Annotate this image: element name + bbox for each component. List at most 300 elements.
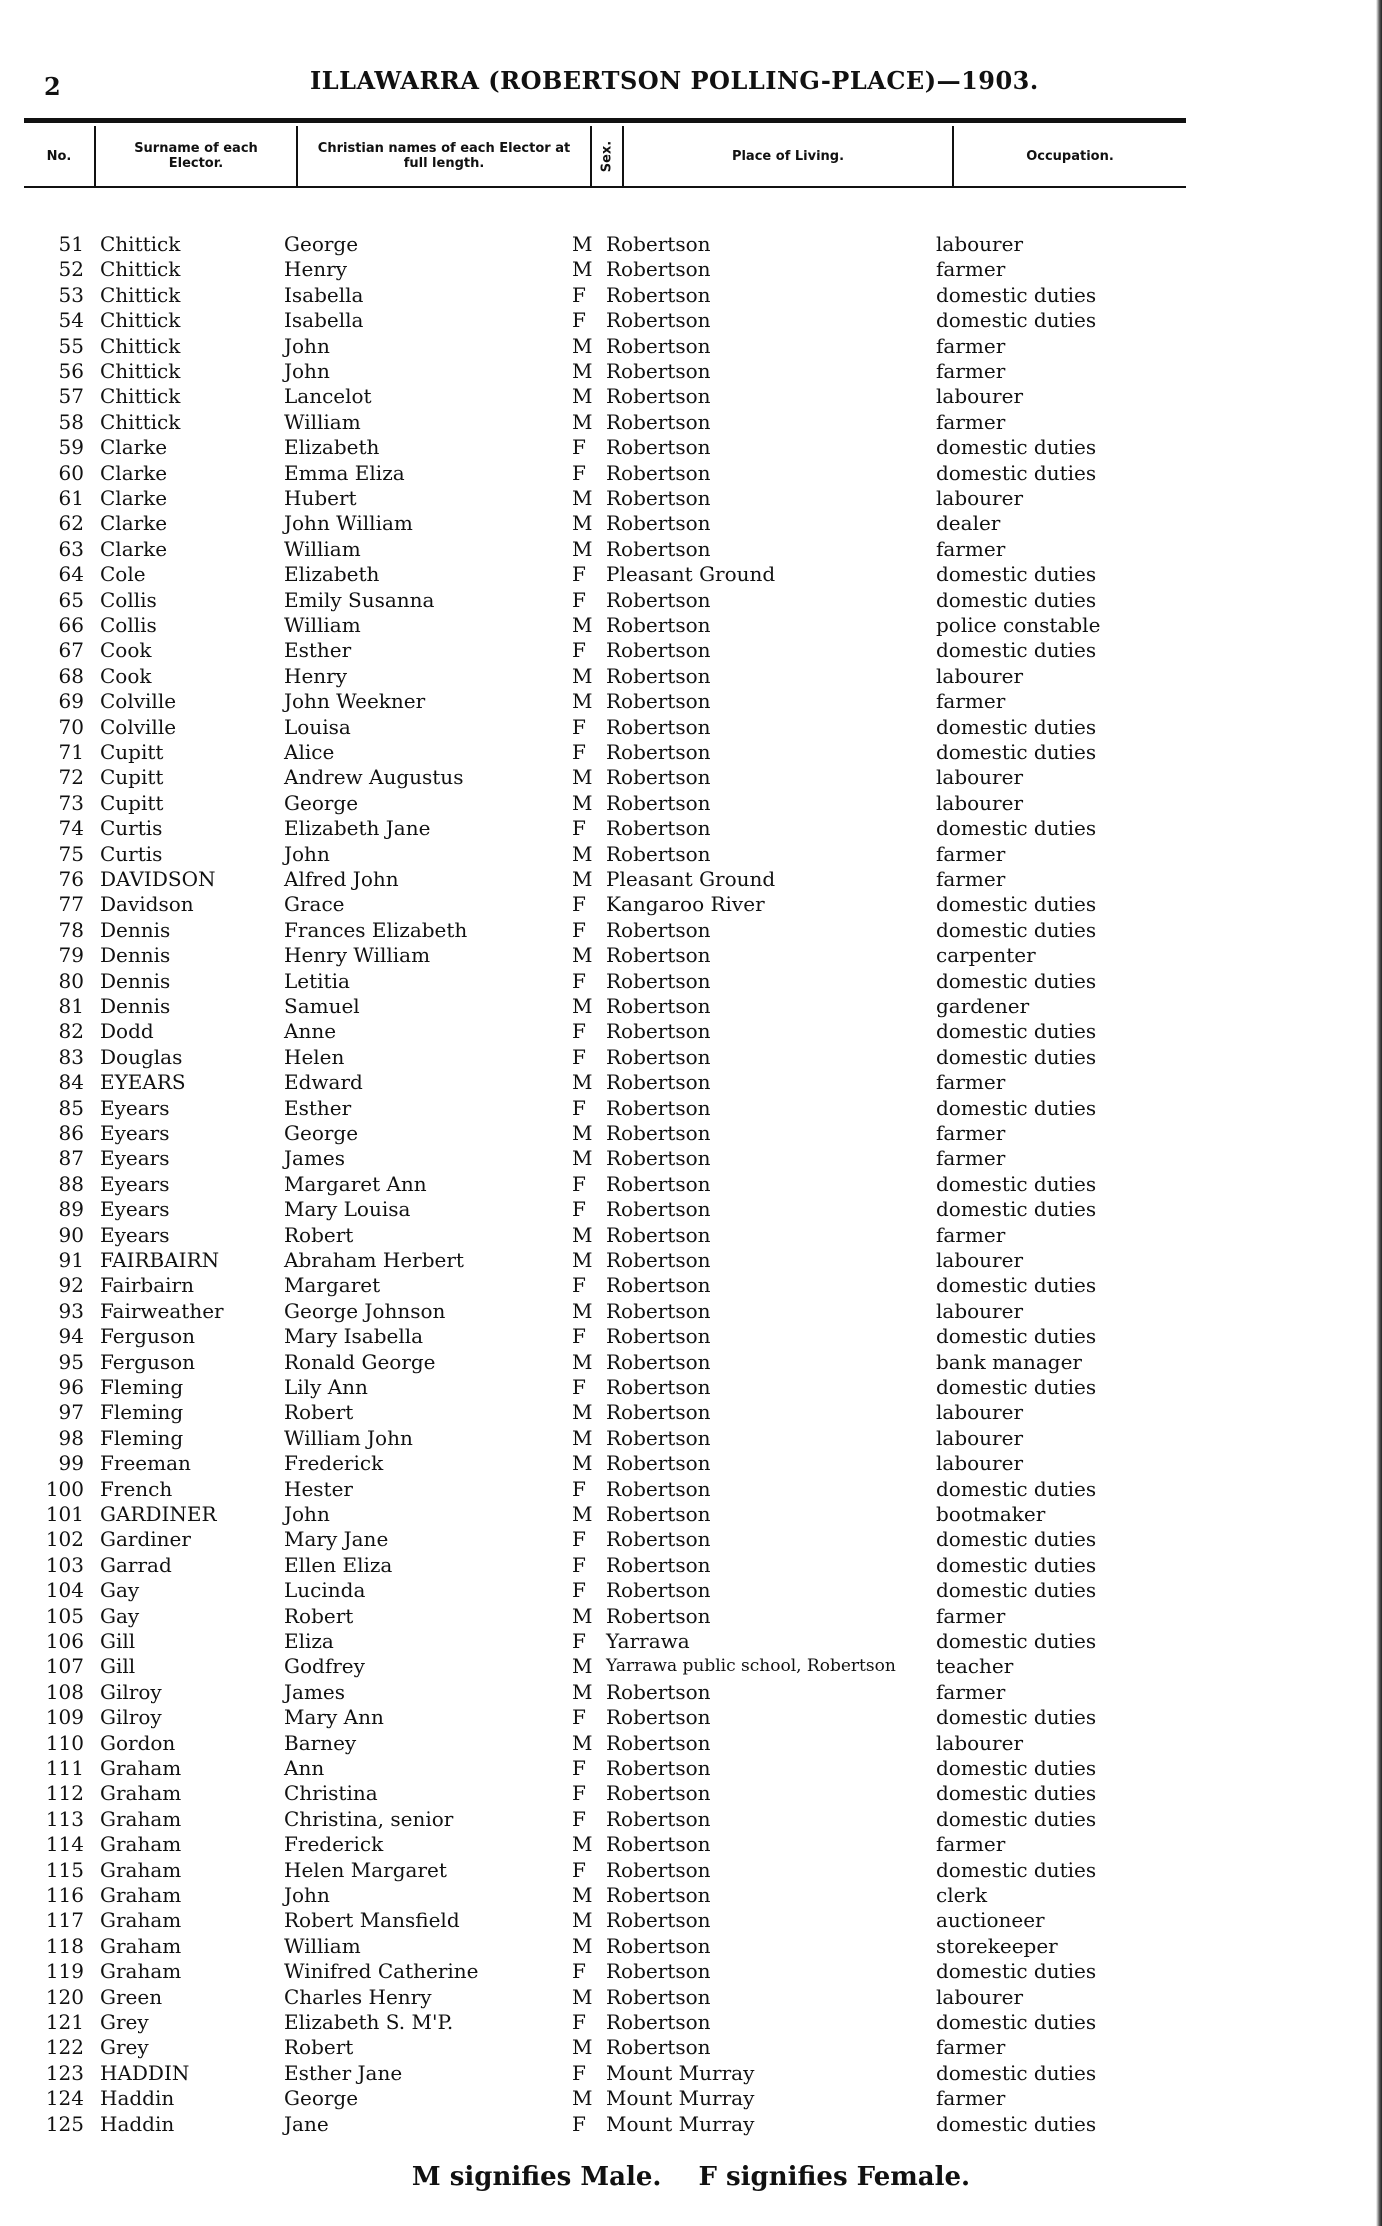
elector-occupation: domestic duties bbox=[936, 1806, 1097, 1831]
elector-number: 98 bbox=[58, 1425, 84, 1450]
elector-sex: F bbox=[572, 1044, 586, 1069]
elector-christian-names: Lancelot bbox=[284, 384, 372, 409]
elector-surname: Dodd bbox=[100, 1019, 154, 1044]
elector-sex: F bbox=[572, 2010, 586, 2034]
table-row bbox=[0, 994, 1382, 1019]
elector-surname: Gardiner bbox=[100, 1527, 191, 1552]
elector-christian-names: Louisa bbox=[284, 714, 351, 739]
elector-number: 103 bbox=[45, 1552, 84, 1577]
elector-place-of-living: Robertson bbox=[606, 257, 711, 282]
elector-christian-names: Edward bbox=[284, 1070, 363, 1095]
table-row bbox=[0, 689, 1382, 714]
elector-place-of-living: Mount Murray bbox=[606, 2060, 755, 2085]
table-row bbox=[0, 943, 1382, 968]
table-row bbox=[0, 1858, 1382, 1883]
elector-place-of-living: Robertson bbox=[606, 232, 711, 256]
elector-christian-names: Mary Isabella bbox=[284, 1324, 424, 1349]
table-row bbox=[0, 1350, 1382, 1375]
elector-occupation: domestic duties bbox=[936, 1273, 1097, 1298]
elector-place-of-living: Robertson bbox=[606, 1527, 711, 1552]
elector-surname: Dennis bbox=[100, 968, 171, 993]
table-row bbox=[0, 918, 1382, 943]
elector-occupation: farmer bbox=[936, 333, 1006, 358]
elector-christian-names: Alice bbox=[284, 740, 335, 764]
elector-surname: Cupitt bbox=[100, 740, 164, 764]
elector-place-of-living: Robertson bbox=[606, 765, 711, 790]
table-row bbox=[0, 1527, 1382, 1552]
table-row bbox=[0, 740, 1382, 765]
elector-place-of-living: Robertson bbox=[606, 1705, 711, 1730]
elector-number: 75 bbox=[58, 841, 84, 866]
elector-sex: M bbox=[572, 689, 593, 714]
elector-place-of-living: Robertson bbox=[606, 1171, 711, 1196]
elector-occupation: farmer bbox=[936, 359, 1006, 383]
elector-number: 118 bbox=[45, 1933, 84, 1958]
table-row bbox=[0, 664, 1382, 689]
table-row bbox=[0, 1248, 1382, 1273]
elector-surname: Green bbox=[100, 1984, 163, 2009]
elector-place-of-living: Pleasant Ground bbox=[606, 867, 776, 891]
elector-sex: M bbox=[572, 1832, 593, 1857]
elector-surname: Clarke bbox=[100, 536, 168, 561]
elector-sex: F bbox=[572, 816, 586, 841]
table-row bbox=[0, 588, 1382, 613]
elector-surname: Ferguson bbox=[100, 1324, 196, 1349]
elector-sex: F bbox=[572, 1705, 586, 1730]
elector-occupation: labourer bbox=[936, 384, 1024, 409]
elector-sex: M bbox=[572, 511, 593, 536]
elector-christian-names: John Weekner bbox=[284, 689, 426, 714]
column-header-surname: Surname of each Elector. bbox=[134, 141, 258, 171]
elector-christian-names: Esther bbox=[284, 638, 352, 663]
elector-number: 80 bbox=[58, 968, 84, 993]
elector-place-of-living: Robertson bbox=[606, 1095, 711, 1120]
elector-number: 84 bbox=[58, 1070, 84, 1095]
elector-christian-names: George bbox=[284, 790, 359, 815]
elector-occupation: carpenter bbox=[936, 943, 1036, 968]
elector-number: 104 bbox=[45, 1578, 84, 1603]
elector-number: 76 bbox=[58, 867, 84, 891]
elector-sex: F bbox=[572, 968, 586, 993]
elector-sex: M bbox=[572, 994, 593, 1018]
elector-place-of-living: Robertson bbox=[606, 2010, 711, 2034]
elector-number: 110 bbox=[45, 1730, 84, 1755]
elector-occupation: farmer bbox=[936, 1146, 1006, 1171]
elector-number: 114 bbox=[45, 1832, 84, 1857]
elector-christian-names: Andrew Augustus bbox=[284, 765, 464, 790]
elector-place-of-living: Robertson bbox=[606, 1349, 711, 1374]
elector-christian-names: William John bbox=[284, 1425, 413, 1450]
elector-occupation: auctioneer bbox=[936, 1908, 1045, 1933]
table-row bbox=[0, 562, 1382, 587]
elector-place-of-living: Robertson bbox=[606, 917, 711, 942]
elector-surname: Chittick bbox=[100, 409, 181, 434]
elector-surname: FAIRBAIRN bbox=[100, 1248, 220, 1272]
elector-place-of-living: Robertson bbox=[606, 1197, 711, 1222]
elector-surname: Freeman bbox=[100, 1451, 191, 1476]
elector-place-of-living: Robertson bbox=[606, 587, 711, 612]
elector-occupation: farmer bbox=[936, 536, 1006, 561]
elector-surname: Graham bbox=[100, 1756, 182, 1780]
elector-christian-names: William bbox=[284, 536, 361, 561]
elector-number: 55 bbox=[58, 333, 84, 358]
elector-sex: M bbox=[572, 536, 593, 561]
elector-occupation: labourer bbox=[936, 232, 1024, 256]
elector-occupation: domestic duties bbox=[936, 308, 1097, 333]
elector-place-of-living: Robertson bbox=[606, 714, 711, 739]
elector-surname: Graham bbox=[100, 1806, 182, 1831]
elector-sex: M bbox=[572, 943, 593, 968]
elector-number: 120 bbox=[45, 1984, 84, 2009]
elector-place-of-living: Robertson bbox=[606, 1603, 711, 1628]
elector-occupation: farmer bbox=[936, 867, 1006, 891]
elector-surname: HADDIN bbox=[100, 2060, 190, 2085]
elector-surname: Fleming bbox=[100, 1425, 184, 1450]
elector-sex: F bbox=[572, 2111, 586, 2136]
elector-number: 116 bbox=[45, 1883, 84, 1907]
elector-place-of-living: Robertson bbox=[606, 1908, 711, 1933]
table-row bbox=[0, 715, 1382, 740]
elector-number: 81 bbox=[58, 994, 84, 1018]
elector-christian-names: Abraham Herbert bbox=[284, 1248, 464, 1272]
elector-number: 100 bbox=[45, 1476, 84, 1501]
elector-christian-names: Robert bbox=[284, 1400, 354, 1425]
elector-surname: Cole bbox=[100, 562, 146, 587]
elector-christian-names: Isabella bbox=[284, 282, 364, 307]
elector-christian-names: Lily Ann bbox=[284, 1375, 368, 1399]
elector-number: 69 bbox=[58, 689, 84, 714]
elector-surname: Gilroy bbox=[100, 1679, 162, 1704]
table-row bbox=[0, 842, 1382, 867]
elector-number: 123 bbox=[45, 2060, 84, 2085]
elector-occupation: domestic duties bbox=[936, 460, 1097, 485]
elector-number: 71 bbox=[58, 740, 84, 764]
elector-surname: Eyears bbox=[100, 1121, 170, 1145]
table-row bbox=[0, 1578, 1382, 1603]
elector-christian-names: Elizabeth bbox=[284, 562, 380, 587]
elector-occupation: farmer bbox=[936, 1679, 1006, 1704]
elector-surname: Dennis bbox=[100, 994, 171, 1018]
elector-place-of-living: Yarrawa bbox=[606, 1629, 690, 1653]
elector-surname: Gill bbox=[100, 1654, 136, 1679]
footer-legend bbox=[0, 2162, 1382, 2192]
elector-occupation: police constable bbox=[936, 613, 1101, 637]
elector-occupation: domestic duties bbox=[936, 1756, 1097, 1780]
table-row bbox=[0, 791, 1382, 816]
elector-surname: Collis bbox=[100, 587, 157, 612]
elector-number: 66 bbox=[58, 613, 84, 637]
elector-number: 99 bbox=[58, 1451, 84, 1476]
elector-surname: Graham bbox=[100, 1781, 182, 1806]
elector-christian-names: Emily Susanna bbox=[284, 587, 435, 612]
elector-place-of-living: Robertson bbox=[606, 663, 711, 688]
elector-occupation: labourer bbox=[936, 1400, 1024, 1425]
elector-occupation: labourer bbox=[936, 790, 1024, 815]
elector-number: 88 bbox=[58, 1171, 84, 1196]
table-row bbox=[0, 1273, 1382, 1298]
elector-christian-names: William bbox=[284, 1933, 361, 1958]
elector-surname: Grey bbox=[100, 2035, 149, 2060]
elector-christian-names: Lucinda bbox=[284, 1578, 366, 1603]
table-row bbox=[0, 283, 1382, 308]
elector-occupation: farmer bbox=[936, 1121, 1006, 1145]
elector-number: 124 bbox=[45, 2086, 84, 2111]
elector-occupation: domestic duties bbox=[936, 892, 1097, 917]
elector-occupation: farmer bbox=[936, 1832, 1006, 1857]
table-row bbox=[0, 1502, 1382, 1527]
elector-occupation: domestic duties bbox=[936, 968, 1097, 993]
elector-sex: F bbox=[572, 1959, 586, 1984]
elector-occupation: dealer bbox=[936, 511, 1001, 536]
elector-surname: Chittick bbox=[100, 333, 181, 358]
elector-number: 119 bbox=[45, 1959, 84, 1984]
elector-christian-names: Helen bbox=[284, 1044, 345, 1069]
elector-number: 115 bbox=[45, 1857, 84, 1882]
elector-place-of-living: Robertson bbox=[606, 1730, 711, 1755]
elector-place-of-living: Mount Murray bbox=[606, 2111, 755, 2136]
table-row bbox=[0, 867, 1382, 892]
elector-sex: F bbox=[572, 1171, 586, 1196]
table-row bbox=[0, 1299, 1382, 1324]
table-row bbox=[0, 638, 1382, 663]
elector-sex: M bbox=[572, 1222, 593, 1247]
elector-number: 89 bbox=[58, 1197, 84, 1222]
elector-surname: Clarke bbox=[100, 486, 168, 510]
elector-occupation: domestic duties bbox=[936, 1781, 1097, 1806]
elector-number: 67 bbox=[58, 638, 84, 663]
elector-number: 59 bbox=[58, 435, 84, 460]
elector-place-of-living: Robertson bbox=[606, 1273, 711, 1298]
elector-place-of-living: Robertson bbox=[606, 486, 711, 510]
elector-surname: Fairbairn bbox=[100, 1273, 194, 1298]
elector-sex: M bbox=[572, 333, 593, 358]
elector-christian-names: Robert bbox=[284, 1603, 354, 1628]
elector-sex: F bbox=[572, 1578, 586, 1603]
elector-surname: Colville bbox=[100, 714, 177, 739]
elector-christian-names: George Johnson bbox=[284, 1298, 446, 1323]
elector-christian-names: Letitia bbox=[284, 968, 350, 993]
elector-surname: Haddin bbox=[100, 2086, 175, 2111]
elector-surname: Gay bbox=[100, 1603, 140, 1628]
table-row bbox=[0, 613, 1382, 638]
elector-place-of-living: Robertson bbox=[606, 384, 711, 409]
elector-occupation: domestic duties bbox=[936, 1629, 1097, 1653]
elector-sex: M bbox=[572, 663, 593, 688]
elector-sex: F bbox=[572, 2060, 586, 2085]
elector-surname: Gordon bbox=[100, 1730, 176, 1755]
elector-christian-names: Ellen Eliza bbox=[284, 1552, 393, 1577]
table-row bbox=[0, 2112, 1382, 2137]
table-row bbox=[0, 1883, 1382, 1908]
table-row bbox=[0, 257, 1382, 282]
elector-number: 111 bbox=[45, 1756, 84, 1780]
elector-number: 86 bbox=[58, 1121, 84, 1145]
elector-place-of-living: Robertson bbox=[606, 359, 711, 383]
elector-christian-names: Anne bbox=[284, 1019, 337, 1044]
elector-place-of-living: Robertson bbox=[606, 1451, 711, 1476]
elector-surname: Eyears bbox=[100, 1197, 170, 1222]
elector-sex: M bbox=[572, 1146, 593, 1171]
elector-sex: M bbox=[572, 1908, 593, 1933]
table-row bbox=[0, 1070, 1382, 1095]
elector-sex: M bbox=[572, 1502, 593, 1526]
elector-christian-names: Emma Eliza bbox=[284, 460, 405, 485]
elector-place-of-living: Robertson bbox=[606, 1400, 711, 1425]
elector-christian-names: Isabella bbox=[284, 308, 364, 333]
table-row bbox=[0, 1654, 1382, 1679]
elector-number: 94 bbox=[58, 1324, 84, 1349]
elector-sex: F bbox=[572, 1552, 586, 1577]
table-row bbox=[0, 359, 1382, 384]
elector-surname: Graham bbox=[100, 1832, 182, 1857]
elector-christian-names: George bbox=[284, 1121, 359, 1145]
table-row bbox=[0, 1807, 1382, 1832]
elector-occupation: labourer bbox=[936, 765, 1024, 790]
elector-christian-names: Margaret Ann bbox=[284, 1171, 427, 1196]
table-row bbox=[0, 1375, 1382, 1400]
elector-occupation: farmer bbox=[936, 1603, 1006, 1628]
elector-number: 91 bbox=[58, 1248, 84, 1272]
elector-number: 113 bbox=[45, 1806, 84, 1831]
elector-number: 77 bbox=[58, 892, 84, 917]
elector-sex: F bbox=[572, 1375, 586, 1399]
table-row bbox=[0, 384, 1382, 409]
elector-place-of-living: Robertson bbox=[606, 1222, 711, 1247]
elector-surname: Curtis bbox=[100, 816, 163, 841]
elector-place-of-living: Robertson bbox=[606, 1781, 711, 1806]
table-row bbox=[0, 1019, 1382, 1044]
elector-occupation: domestic duties bbox=[936, 1476, 1097, 1501]
elector-number: 101 bbox=[45, 1502, 84, 1526]
table-row bbox=[0, 435, 1382, 460]
elector-occupation: domestic duties bbox=[936, 1705, 1097, 1730]
elector-number: 60 bbox=[58, 460, 84, 485]
elector-sex: F bbox=[572, 740, 586, 764]
elector-christian-names: Mary Jane bbox=[284, 1527, 389, 1552]
elector-sex: M bbox=[572, 1070, 593, 1095]
elector-occupation: farmer bbox=[936, 2086, 1006, 2111]
elector-surname: Collis bbox=[100, 613, 157, 637]
elector-occupation: bootmaker bbox=[936, 1502, 1046, 1526]
elector-number: 106 bbox=[45, 1629, 84, 1653]
elector-sex: F bbox=[572, 1629, 586, 1653]
elector-place-of-living: Robertson bbox=[606, 511, 711, 536]
male-note: M signifies Male. bbox=[411, 2162, 662, 2192]
elector-place-of-living: Robertson bbox=[606, 841, 711, 866]
table-row bbox=[0, 1985, 1382, 2010]
elector-sex: F bbox=[572, 1781, 586, 1806]
elector-christian-names: Winifred Catherine bbox=[284, 1959, 479, 1984]
elector-christian-names: George bbox=[284, 232, 359, 256]
elector-christian-names: Elizabeth S. M'P. bbox=[284, 2010, 454, 2034]
elector-sex: F bbox=[572, 435, 586, 460]
elector-place-of-living: Robertson bbox=[606, 1324, 711, 1349]
elector-christian-names: George bbox=[284, 2086, 359, 2111]
elector-place-of-living: Robertson bbox=[606, 1578, 711, 1603]
table-row bbox=[0, 1451, 1382, 1476]
elector-place-of-living: Robertson bbox=[606, 1756, 711, 1780]
table-row bbox=[0, 1400, 1382, 1425]
elector-occupation: domestic duties bbox=[936, 2010, 1097, 2034]
table-row bbox=[0, 1934, 1382, 1959]
elector-occupation: domestic duties bbox=[936, 1019, 1097, 1044]
elector-surname: Grey bbox=[100, 2010, 149, 2034]
elector-place-of-living: Robertson bbox=[606, 1679, 711, 1704]
elector-christian-names: Frederick bbox=[284, 1832, 384, 1857]
elector-number: 93 bbox=[58, 1298, 84, 1323]
elector-sex: M bbox=[572, 1121, 593, 1145]
elector-sex: F bbox=[572, 308, 586, 333]
elector-place-of-living: Robertson bbox=[606, 1883, 711, 1907]
elector-number: 62 bbox=[58, 511, 84, 536]
elector-number: 96 bbox=[58, 1375, 84, 1399]
elector-surname: Chittick bbox=[100, 308, 181, 333]
elector-number: 68 bbox=[58, 663, 84, 688]
elector-occupation: domestic duties bbox=[936, 2060, 1097, 2085]
elector-place-of-living: Kangaroo River bbox=[606, 892, 765, 917]
table-header bbox=[24, 126, 1186, 188]
elector-occupation: domestic duties bbox=[936, 435, 1097, 460]
table-row bbox=[0, 816, 1382, 841]
elector-place-of-living: Robertson bbox=[606, 1552, 711, 1577]
table-row bbox=[0, 232, 1382, 257]
elector-number: 107 bbox=[45, 1654, 84, 1679]
elector-number: 73 bbox=[58, 790, 84, 815]
table-row bbox=[0, 1629, 1382, 1654]
elector-christian-names: Esther Jane bbox=[284, 2060, 403, 2085]
table-row bbox=[0, 1604, 1382, 1629]
elector-occupation: domestic duties bbox=[936, 1197, 1097, 1222]
elector-occupation: farmer bbox=[936, 841, 1006, 866]
elector-sex: M bbox=[572, 1248, 593, 1272]
elector-number: 57 bbox=[58, 384, 84, 409]
column-header-occupation: Occupation. bbox=[1026, 148, 1114, 164]
elector-place-of-living: Robertson bbox=[606, 2035, 711, 2060]
elector-place-of-living: Robertson bbox=[606, 1502, 711, 1526]
table-row bbox=[0, 461, 1382, 486]
elector-place-of-living: Robertson bbox=[606, 816, 711, 841]
elector-occupation: domestic duties bbox=[936, 587, 1097, 612]
elector-christian-names: Charles Henry bbox=[284, 1984, 432, 2009]
table-row bbox=[0, 308, 1382, 333]
elector-occupation: domestic duties bbox=[936, 1959, 1097, 1984]
elector-surname: Graham bbox=[100, 1857, 182, 1882]
table-row bbox=[0, 892, 1382, 917]
elector-sex: M bbox=[572, 1654, 593, 1679]
table-row bbox=[0, 1553, 1382, 1578]
elector-christian-names: William bbox=[284, 409, 361, 434]
elector-christian-names: Samuel bbox=[284, 994, 360, 1018]
elector-christian-names: Henry William bbox=[284, 943, 431, 968]
elector-christian-names: Robert bbox=[284, 1222, 354, 1247]
elector-sex: F bbox=[572, 892, 586, 917]
elector-christian-names: Frederick bbox=[284, 1451, 384, 1476]
elector-place-of-living: Robertson bbox=[606, 460, 711, 485]
elector-place-of-living: Robertson bbox=[606, 1070, 711, 1095]
elector-christian-names: John bbox=[284, 359, 330, 383]
page-edge-shadow bbox=[1376, 0, 1382, 2226]
elector-place-of-living: Robertson bbox=[606, 1806, 711, 1831]
elector-sex: F bbox=[572, 714, 586, 739]
elector-place-of-living: Robertson bbox=[606, 409, 711, 434]
elector-occupation: farmer bbox=[936, 689, 1006, 714]
elector-place-of-living: Robertson bbox=[606, 1146, 711, 1171]
title-rule bbox=[24, 118, 1186, 123]
elector-number: 65 bbox=[58, 587, 84, 612]
table-row bbox=[0, 2035, 1382, 2060]
elector-sex: M bbox=[572, 359, 593, 383]
elector-surname: Colville bbox=[100, 689, 177, 714]
